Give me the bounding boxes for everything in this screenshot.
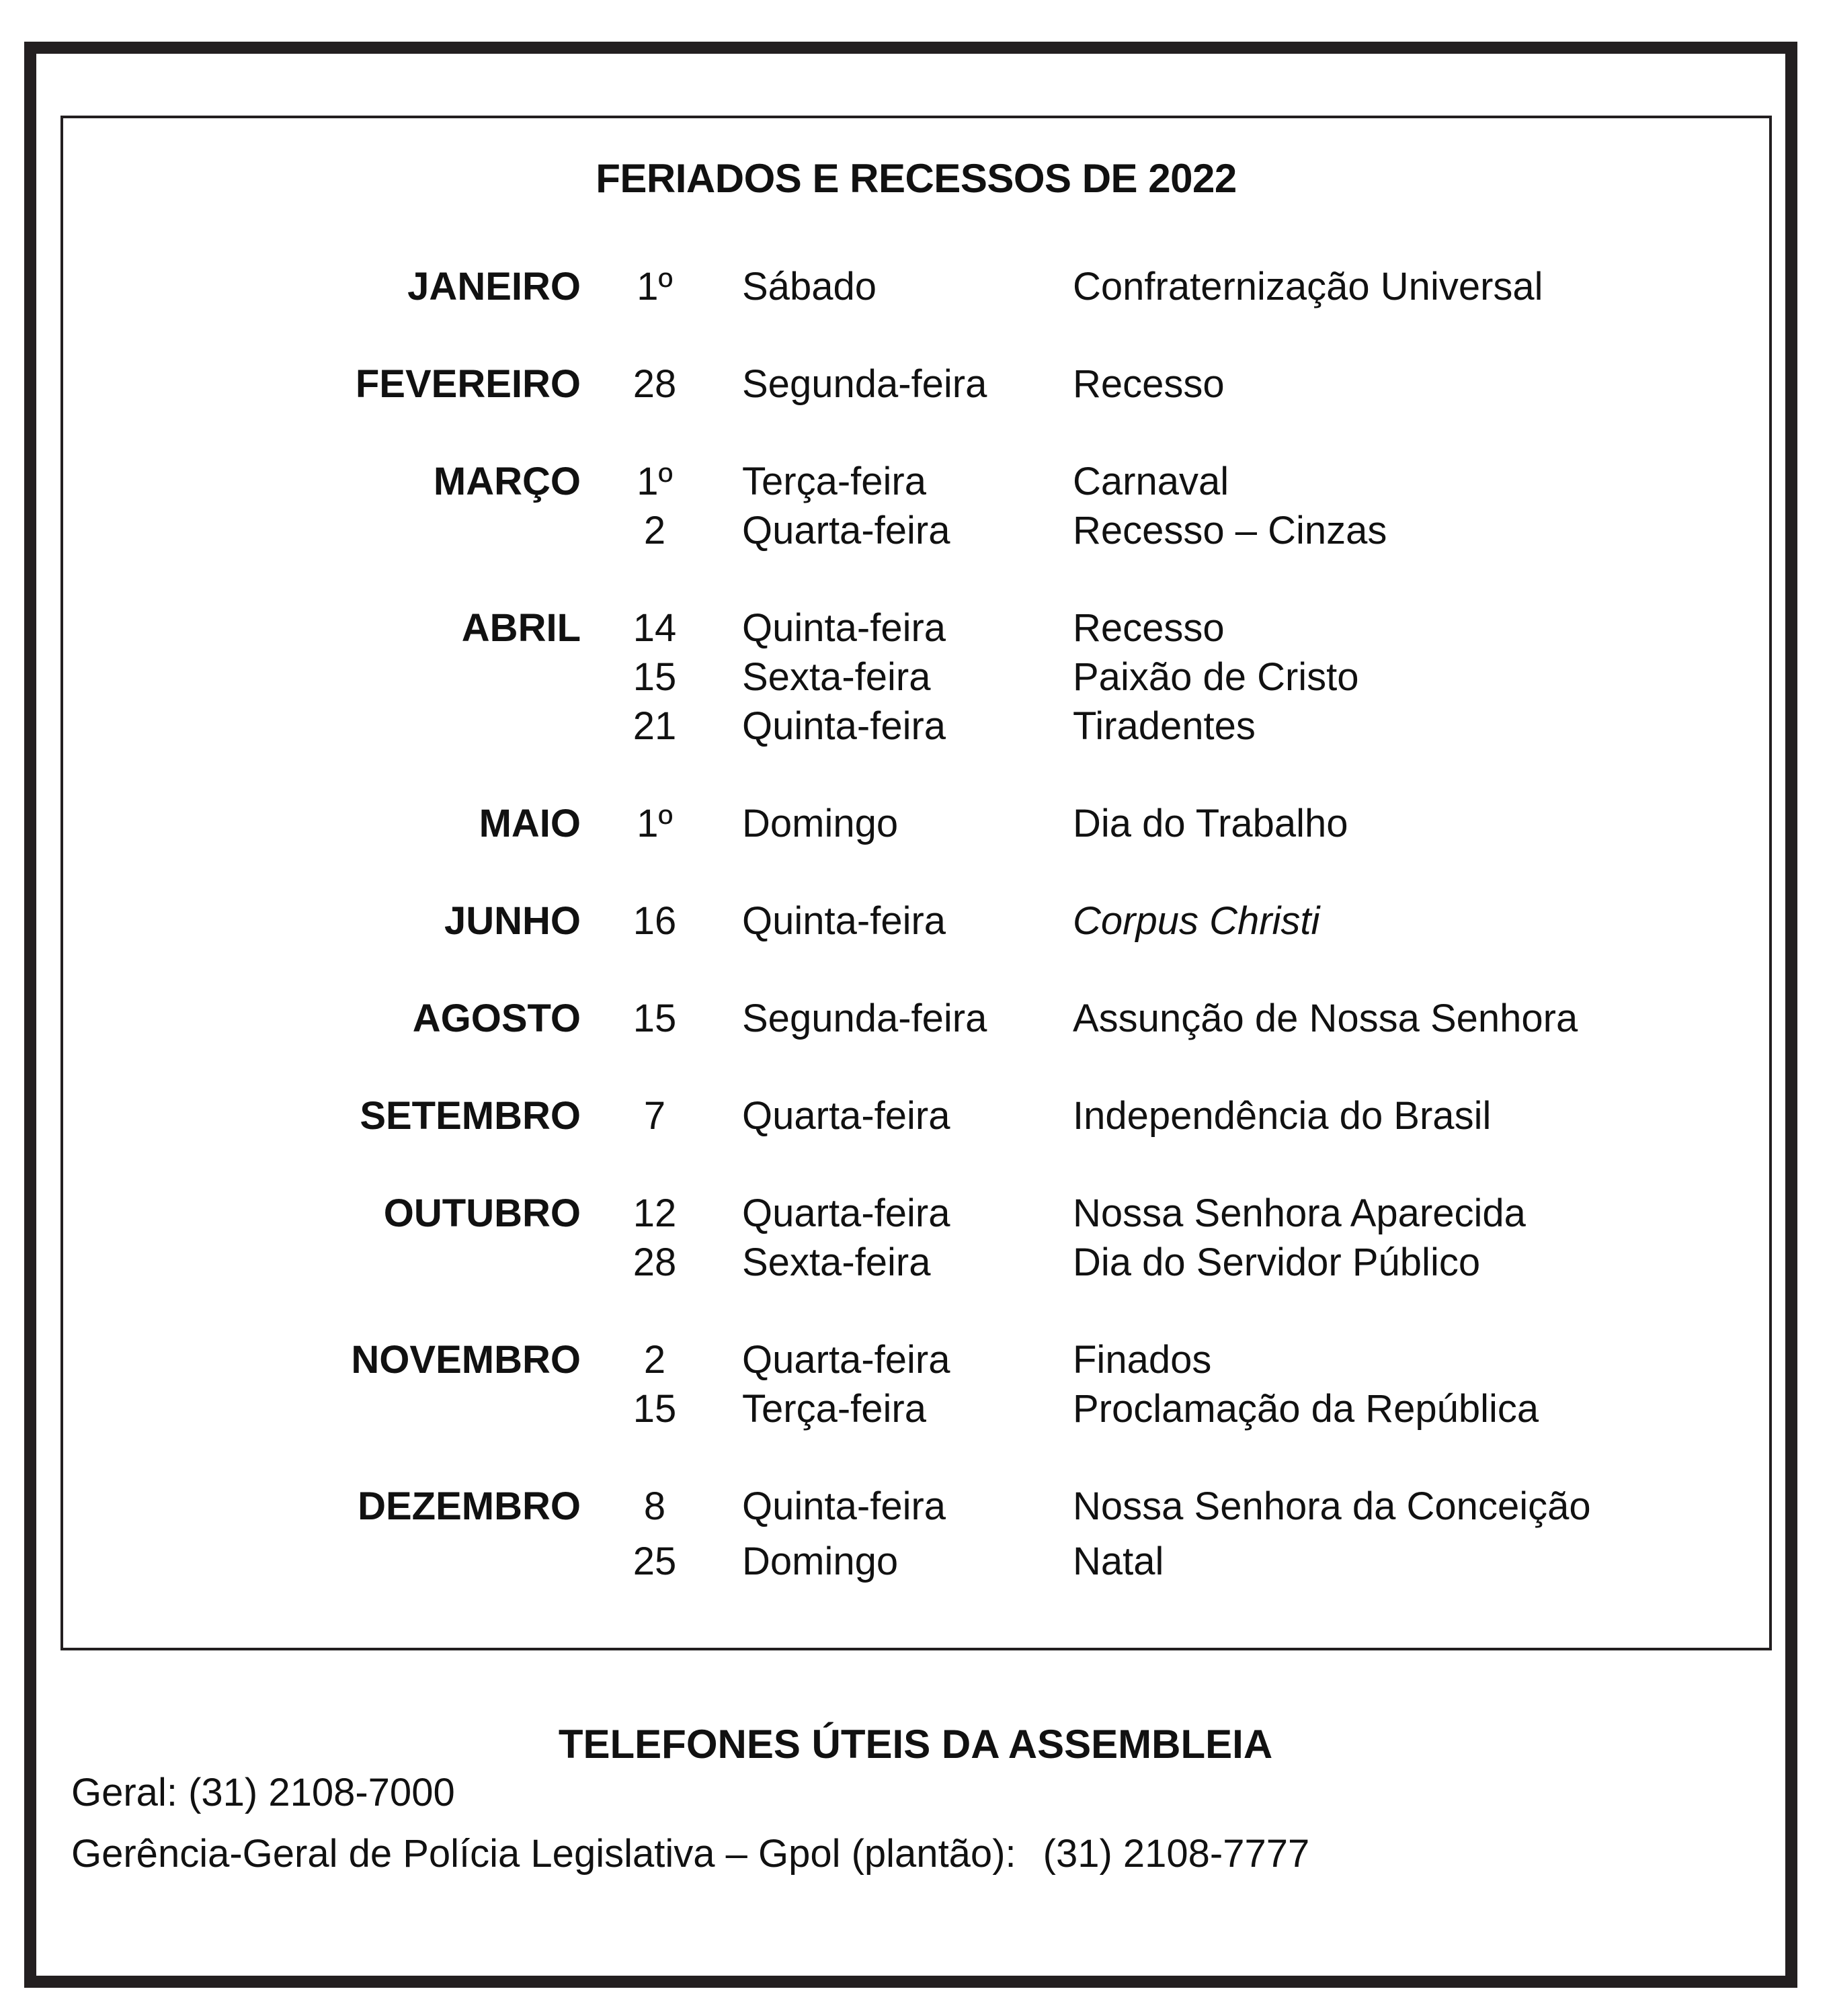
phone-general-label: Geral: bbox=[71, 1771, 177, 1814]
holiday-description: Paixão de Cristo bbox=[1073, 655, 1359, 699]
holiday-description: Dia do Servidor Público bbox=[1073, 1241, 1481, 1284]
holiday-description: Independência do Brasil bbox=[1073, 1094, 1492, 1138]
holiday-month: AGOSTO bbox=[412, 997, 581, 1040]
holiday-weekday: Quinta-feira bbox=[742, 606, 946, 650]
holiday-month: MAIO bbox=[479, 802, 581, 845]
holiday-row bbox=[63, 1540, 1769, 1583]
holiday-day: 12 bbox=[633, 1191, 677, 1235]
holiday-day: 2 bbox=[643, 1338, 666, 1382]
holiday-month: NOVEMBRO bbox=[351, 1338, 581, 1382]
holiday-description: Finados bbox=[1073, 1338, 1212, 1382]
holiday-weekday: Quarta-feira bbox=[742, 509, 950, 552]
holiday-description: Natal bbox=[1073, 1540, 1164, 1583]
holiday-weekday: Terça-feira bbox=[742, 1387, 926, 1431]
holiday-day: 15 bbox=[633, 655, 677, 699]
holiday-row bbox=[63, 656, 1769, 699]
holiday-month: JUNHO bbox=[444, 899, 581, 943]
holiday-description: Dia do Trabalho bbox=[1073, 802, 1348, 845]
holiday-description: Tiradentes bbox=[1073, 704, 1256, 748]
holiday-row bbox=[63, 265, 1769, 308]
holiday-row bbox=[63, 705, 1769, 748]
holiday-description: Proclamação da República bbox=[1073, 1387, 1539, 1431]
holidays-box bbox=[60, 116, 1772, 1650]
holiday-row bbox=[63, 900, 1769, 943]
holiday-weekday: Domingo bbox=[742, 802, 899, 845]
holiday-weekday: Quarta-feira bbox=[742, 1191, 950, 1235]
holiday-day: 7 bbox=[643, 1094, 666, 1138]
holiday-weekday: Segunda-feira bbox=[742, 997, 987, 1040]
holiday-description: Corpus Christi bbox=[1073, 899, 1320, 943]
holiday-row bbox=[63, 997, 1769, 1040]
holiday-weekday: Quinta-feira bbox=[742, 899, 946, 943]
holiday-row bbox=[63, 1388, 1769, 1431]
holiday-day: 15 bbox=[633, 1387, 677, 1431]
phone-gpol bbox=[71, 1833, 1309, 1876]
holiday-weekday: Segunda-feira bbox=[742, 362, 987, 406]
holiday-month: ABRIL bbox=[461, 606, 581, 650]
holiday-day: 1º bbox=[637, 460, 673, 503]
holiday-description: Assunção de Nossa Senhora bbox=[1073, 997, 1578, 1040]
holiday-weekday: Sexta-feira bbox=[742, 1241, 931, 1284]
holiday-day: 28 bbox=[633, 362, 677, 406]
holiday-row bbox=[63, 509, 1769, 552]
holiday-day: 2 bbox=[643, 509, 666, 552]
holiday-weekday: Quinta-feira bbox=[742, 704, 946, 748]
holiday-day: 1º bbox=[637, 265, 673, 308]
holiday-month: FEVEREIRO bbox=[355, 362, 581, 406]
phone-general-number: (31) 2108-7000 bbox=[188, 1771, 455, 1814]
holiday-weekday: Quarta-feira bbox=[742, 1094, 950, 1138]
holiday-weekday: Domingo bbox=[742, 1540, 899, 1583]
holiday-month: MARÇO bbox=[433, 460, 581, 503]
holiday-day: 16 bbox=[633, 899, 677, 943]
holiday-day: 1º bbox=[637, 802, 673, 845]
holiday-row bbox=[63, 460, 1769, 503]
holiday-day: 8 bbox=[643, 1484, 666, 1528]
holiday-day: 15 bbox=[633, 997, 677, 1040]
phone-general bbox=[71, 1771, 455, 1814]
holiday-row bbox=[63, 1485, 1769, 1528]
holiday-row bbox=[63, 1241, 1769, 1284]
holiday-month: SETEMBRO bbox=[360, 1094, 581, 1138]
holiday-description: Recesso bbox=[1073, 362, 1225, 406]
holiday-row bbox=[63, 1095, 1769, 1138]
holiday-day: 21 bbox=[633, 704, 677, 748]
phones-title: TELEFONES ÚTEIS DA ASSEMBLEIA bbox=[558, 1722, 1273, 1767]
holiday-description: Nossa Senhora da Conceição bbox=[1073, 1484, 1591, 1528]
holiday-description: Carnaval bbox=[1073, 460, 1229, 503]
holiday-day: 28 bbox=[633, 1241, 677, 1284]
holiday-description: Recesso – Cinzas bbox=[1073, 509, 1387, 552]
holiday-day: 25 bbox=[633, 1540, 677, 1583]
holiday-weekday: Terça-feira bbox=[742, 460, 926, 503]
holiday-day: 14 bbox=[633, 606, 677, 650]
holiday-description: Confraternização Universal bbox=[1073, 265, 1543, 308]
holidays-title: FERIADOS E RECESSOS DE 2022 bbox=[596, 156, 1237, 201]
holiday-row bbox=[63, 1339, 1769, 1382]
holiday-weekday: Quarta-feira bbox=[742, 1338, 950, 1382]
holiday-row bbox=[63, 802, 1769, 845]
phone-gpol-label: Gerência-Geral de Polícia Legislativa – Gpol (plantão): bbox=[71, 1832, 1016, 1876]
holiday-row bbox=[63, 1192, 1769, 1235]
holiday-month: DEZEMBRO bbox=[358, 1484, 581, 1528]
phone-gpol-number: (31) 2108-7777 bbox=[1043, 1832, 1310, 1876]
holiday-description: Recesso bbox=[1073, 606, 1225, 650]
holiday-month: JANEIRO bbox=[407, 265, 581, 308]
holiday-row bbox=[63, 363, 1769, 406]
holiday-weekday: Sexta-feira bbox=[742, 655, 931, 699]
holiday-weekday: Quinta-feira bbox=[742, 1484, 946, 1528]
holiday-description: Nossa Senhora Aparecida bbox=[1073, 1191, 1526, 1235]
holiday-month: OUTUBRO bbox=[383, 1191, 581, 1235]
holiday-row bbox=[63, 607, 1769, 650]
holiday-weekday: Sábado bbox=[742, 265, 877, 308]
